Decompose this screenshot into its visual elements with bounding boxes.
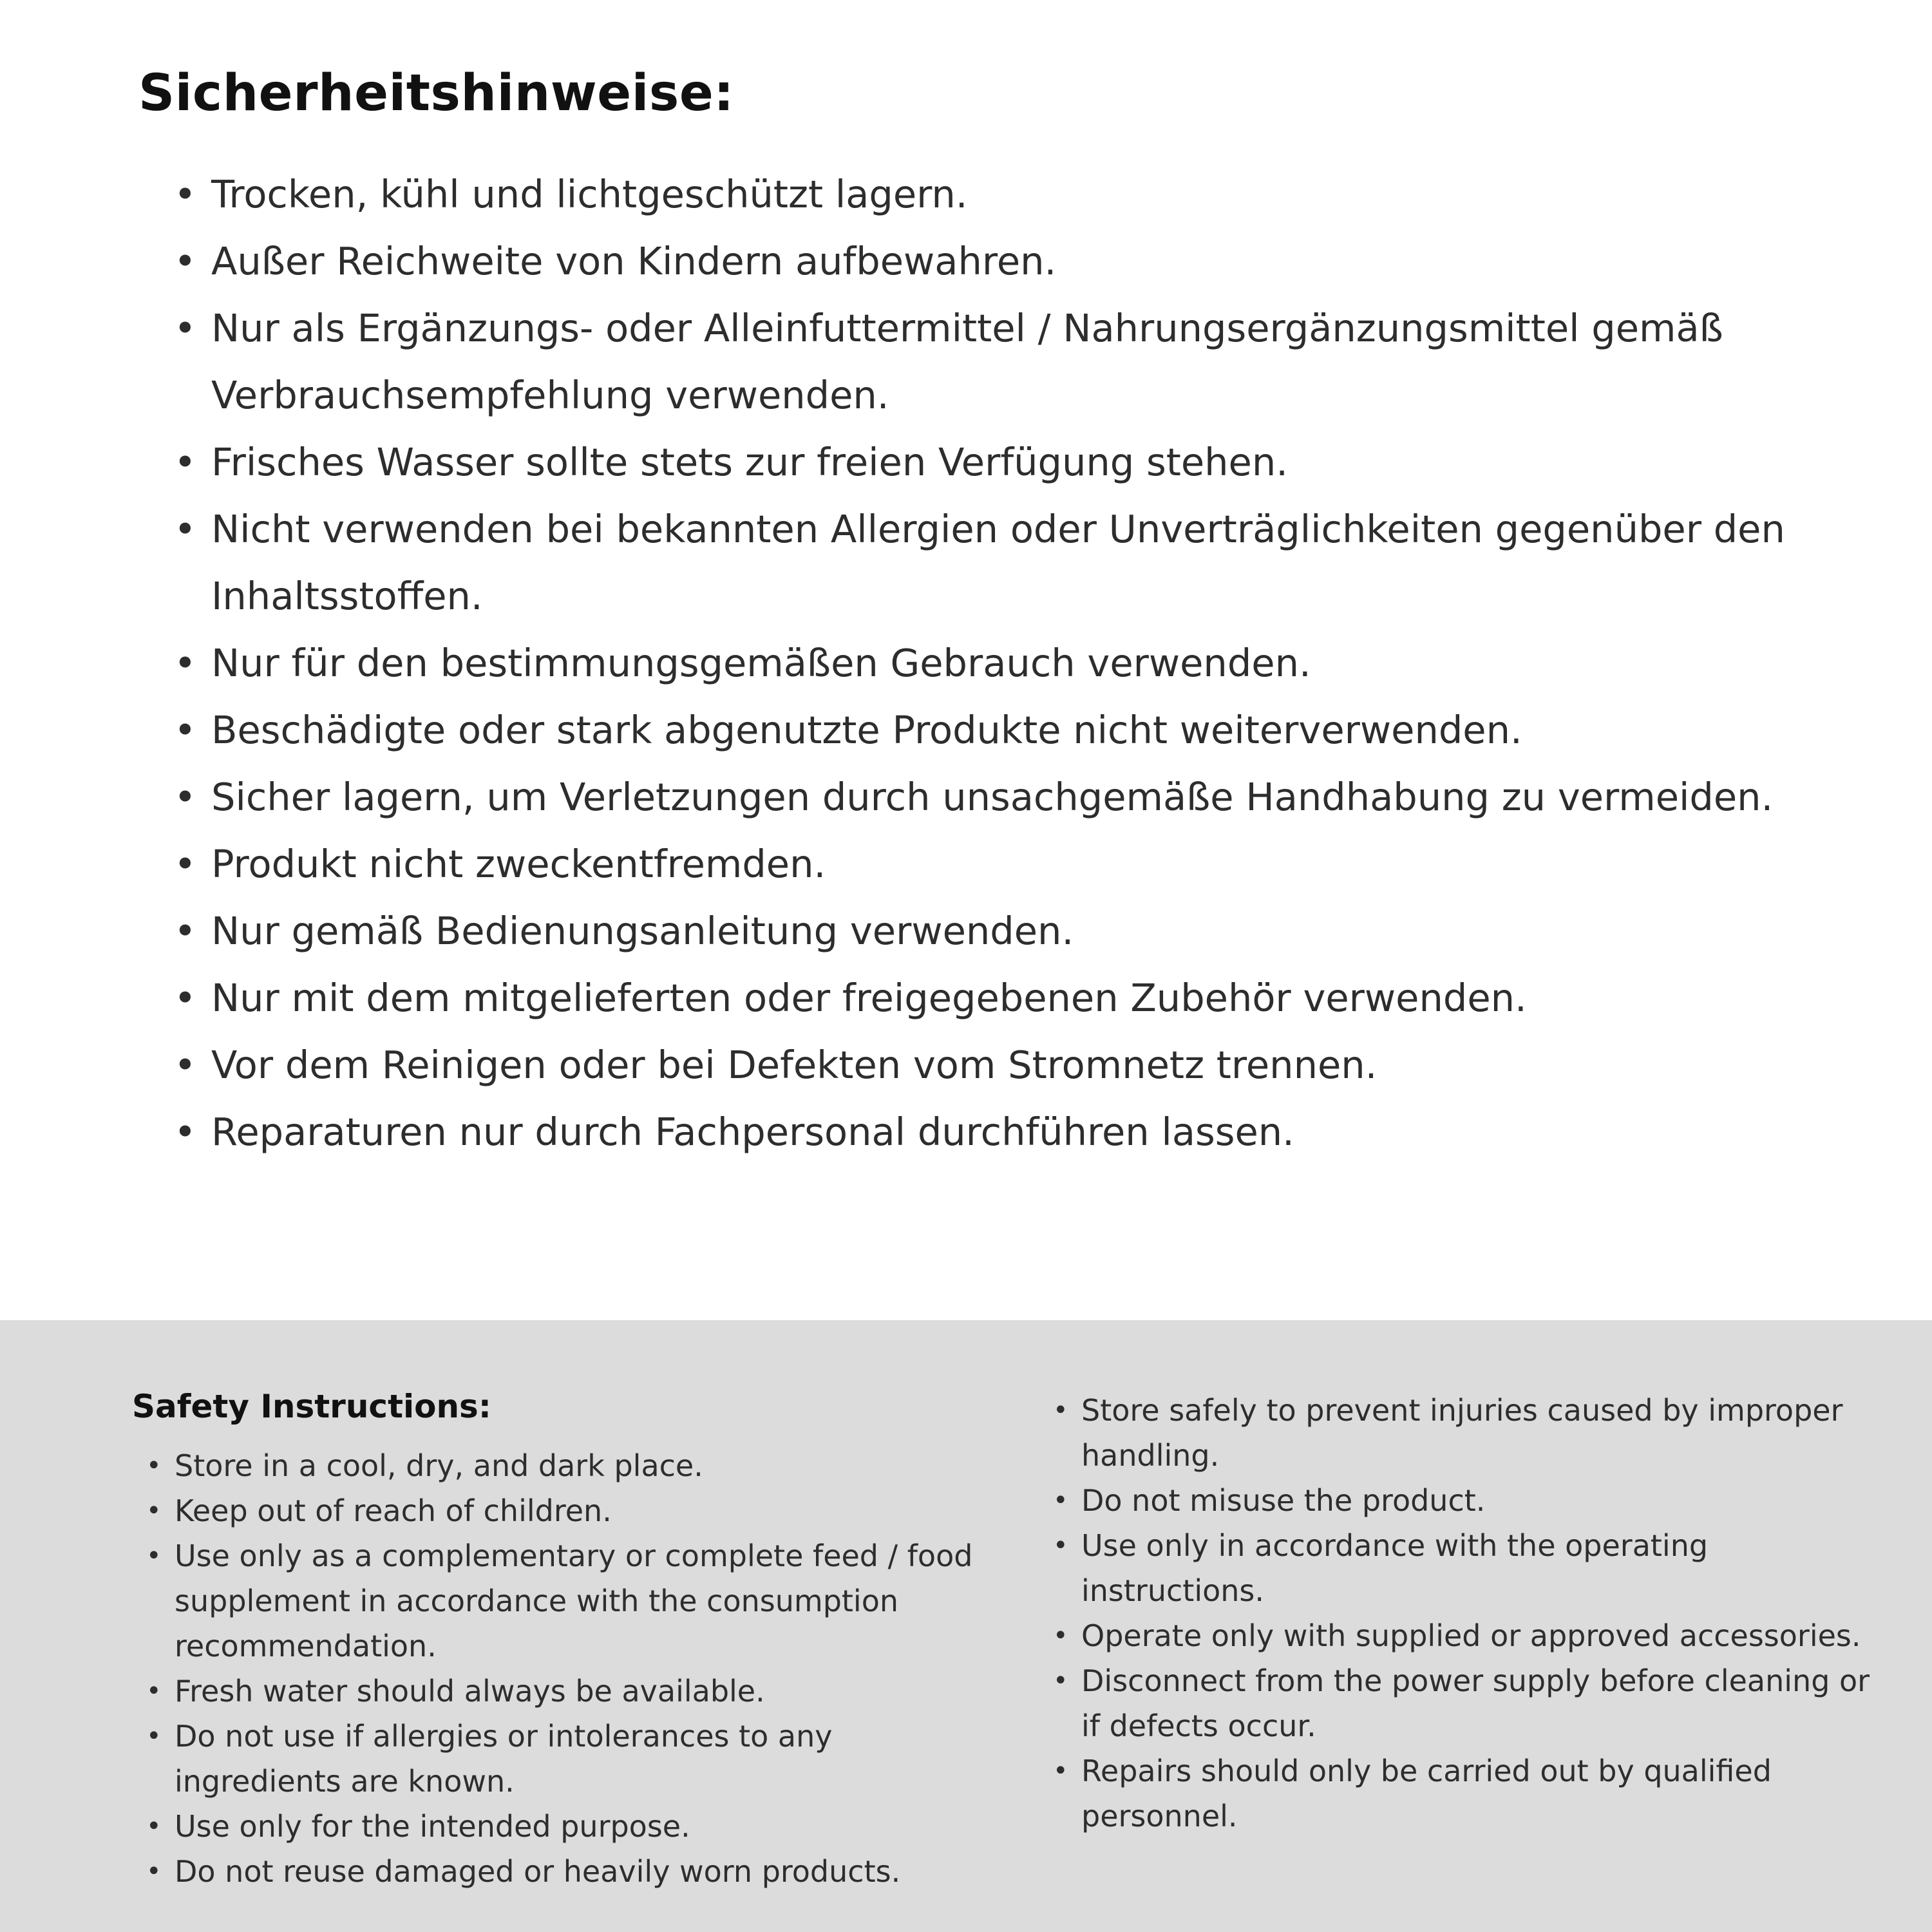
safety-item-de: • Sicher lagern, um Verletzungen durch unsachgemäße Handhabung zu vermeiden. [174, 764, 1829, 831]
english-safety-section [0, 1320, 1932, 1932]
safety-item-de: • Nicht verwenden bei bekannten Allergien oder Unverträglichkeiten gegenüber den Inhaltsstoffen. [174, 496, 1829, 630]
safety-item-en: • Keep out of reach of children. [146, 1488, 995, 1533]
english-right-list [1053, 1388, 1871, 1839]
safety-item-de: • Nur als Ergänzungs- oder Alleinfuttermittel / Nahrungsergänzungsmittel gemäß Verbrauchsempfehlung verwenden. [174, 295, 1829, 429]
safety-item-en: • Store in a cool, dry, and dark place. [146, 1443, 995, 1488]
english-left-column [132, 1388, 995, 1932]
safety-item-en: • Use only as a complementary or complete feed / food supplement in accordance with the consumption recommendation. [146, 1533, 995, 1669]
safety-item-de: • Beschädigte oder stark abgenutzte Produkte nicht weiterverwenden. [174, 697, 1829, 764]
safety-item-de: • Reparaturen nur durch Fachpersonal durchführen lassen. [174, 1099, 1829, 1166]
safety-item-en: • Use only in accordance with the operating instructions. [1053, 1523, 1871, 1613]
safety-item-en: • Use only for the intended purpose. [146, 1804, 995, 1849]
english-right-column [1053, 1388, 1871, 1932]
safety-item-de: • Frisches Wasser sollte stets zur freien Verfügung stehen. [174, 429, 1829, 496]
safety-item-en: • Do not use if allergies or intolerances to any ingredients are known. [146, 1714, 995, 1804]
safety-item-en: • Disconnect from the power supply before cleaning or if defects occur. [1053, 1658, 1871, 1748]
safety-item-de: • Nur mit dem mitgelieferten oder freigegebenen Zubehör verwenden. [174, 965, 1829, 1032]
safety-item-de: • Vor dem Reinigen oder bei Defekten vom Stromnetz trennen. [174, 1032, 1829, 1099]
german-safety-list [138, 161, 1829, 1166]
safety-item-en: • Operate only with supplied or approved accessories. [1053, 1613, 1871, 1658]
german-title: Sicherheitshinweise: [138, 64, 734, 122]
safety-item-de: • Produkt nicht zweckentfremden. [174, 831, 1829, 898]
safety-item-de: • Nur für den bestimmungsgemäßen Gebrauch verwenden. [174, 630, 1829, 697]
safety-item-en: • Repairs should only be carried out by qualified personnel. [1053, 1748, 1871, 1839]
safety-item-de: • Außer Reichweite von Kindern aufbewahren. [174, 228, 1829, 295]
safety-item-en: • Store safely to prevent injuries caused by improper handling. [1053, 1388, 1871, 1478]
english-title: Safety Instructions: [132, 1388, 491, 1425]
safety-item-de: • Trocken, kühl und lichtgeschützt lagern. [174, 161, 1829, 228]
safety-item-en: • Do not reuse damaged or heavily worn products. [146, 1849, 995, 1894]
safety-item-de: • Nur gemäß Bedienungsanleitung verwenden. [174, 898, 1829, 965]
english-left-list [132, 1443, 995, 1894]
safety-item-en: • Fresh water should always be available. [146, 1669, 995, 1714]
safety-item-en: • Do not misuse the product. [1053, 1478, 1871, 1523]
